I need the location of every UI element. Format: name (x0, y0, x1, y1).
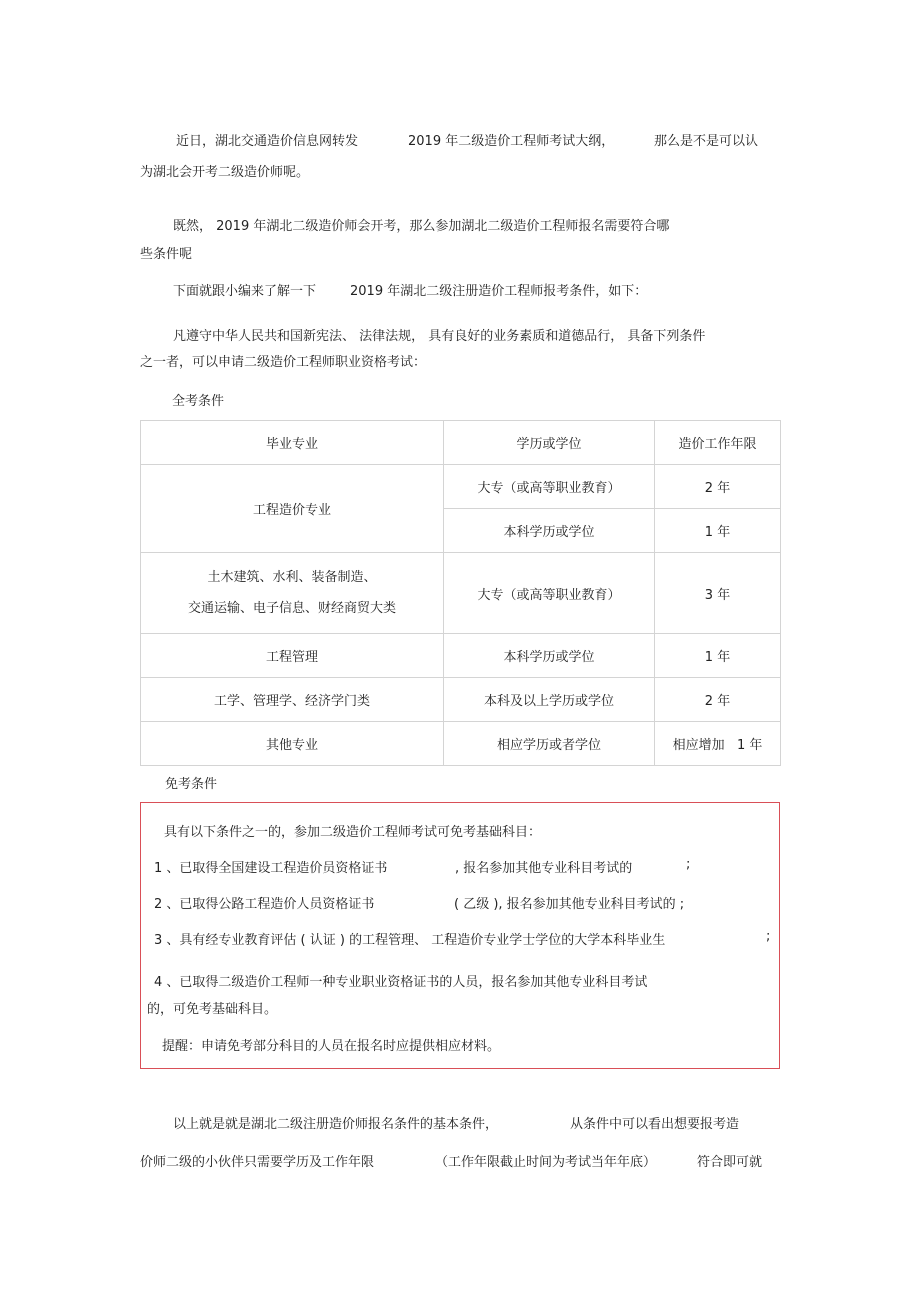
table-header-cell: 毕业专业 (141, 421, 444, 465)
exempt-item-4-line1: 4 、已取得二级造价工程师一种专业职业资格证书的人员，报名参加其他专业科目考试 (154, 975, 648, 990)
table-row (141, 553, 781, 634)
intro-p1-part-c: 那么是不是可以认 (654, 134, 759, 149)
table-cell-major-line1: 土木建筑、水利、装备制造、 (207, 569, 377, 585)
exempt-item-3-part-a: 3 、具有经专业教育评估 ( 认证 ) 的工程管理、 工程造价专业学士学位的大学本科毕业生 (154, 933, 666, 948)
table-cell-years: 2 年 (655, 465, 781, 509)
exempt-item-1-part-b: , 报名参加其他专业科目考试的 (455, 861, 633, 876)
exempt-note: 提醒：申请免考部分科目的人员在报名时应提供相应材料。 (162, 1039, 501, 1054)
table-header-row (141, 421, 781, 465)
table-cell-education: 大专（或高等职业教育） (444, 553, 655, 634)
table-cell-years: 2 年 (655, 678, 781, 722)
exempt-item-2-part-a: 2 、已取得公路工程造价人员资格证书 (154, 897, 375, 912)
table-cell-education: 本科及以上学历或学位 (444, 678, 655, 722)
intro-p1-part-b: 2019 年二级造价工程师考试大纲， (408, 134, 615, 149)
outro-part-a: 以上就是就是湖北二级注册造价师报名条件的基本条件， (173, 1117, 499, 1132)
full-exam-table (140, 420, 781, 766)
table-cell-years: 相应增加 1 年 (655, 722, 781, 766)
table-cell-major-line2: 交通运输、电子信息、财经商贸大类 (187, 600, 396, 616)
exempt-item-1-part-a: 1 、已取得全国建设工程造价员资格证书 (154, 861, 388, 876)
outro-part-b: 从条件中可以看出想要报考造 (570, 1117, 740, 1132)
exempt-item-4-line2: 的，可免考基础科目。 (147, 1002, 278, 1017)
table-row (141, 465, 781, 509)
table-cell-major: 工程造价专业 (141, 465, 444, 553)
table-row (141, 678, 781, 722)
table-cell-major: 工学、管理学、经济学门类 (141, 678, 444, 722)
table-cell-major (141, 553, 444, 634)
intro-p4-line1: 凡遵守中华人民共和国新宪法、 法律法规， 具有良好的业务素质和道德品行， 具备下列条件 (173, 329, 706, 344)
intro-p4-line2: 之一者，可以申请二级造价工程师职业资格考试： (140, 355, 427, 370)
exempt-box (140, 802, 780, 1069)
outro-part-d: （工作年限截止时间为考试当年年底） (435, 1155, 657, 1170)
table-row (141, 722, 781, 766)
exempt-lead: 具有以下条件之一的，参加二级造价工程师考试可免考基础科目： (164, 825, 542, 840)
table-cell-years: 3 年 (655, 553, 781, 634)
full-exam-title: 全考条件 (172, 394, 225, 409)
table-cell-major: 工程管理 (141, 634, 444, 678)
exempt-title: 免考条件 (165, 777, 218, 792)
table-row (141, 634, 781, 678)
table-header-cell: 学历或学位 (444, 421, 655, 465)
exempt-item-3-part-b: ; (766, 929, 771, 944)
table-cell-education: 相应学历或者学位 (444, 722, 655, 766)
table-cell-years: 1 年 (655, 509, 781, 553)
exempt-item-2-part-b: ( 乙级 ), 报名参加其他专业科目考试的 ; (454, 897, 685, 912)
table-cell-major: 其他专业 (141, 722, 444, 766)
table-cell-education: 本科学历或学位 (444, 509, 655, 553)
intro-p3-part-a: 下面就跟小编来了解一下 (173, 284, 317, 299)
table-cell-education: 本科学历或学位 (444, 634, 655, 678)
table-cell-years: 1 年 (655, 634, 781, 678)
intro-p2-line2: 些条件呢 (140, 247, 193, 262)
outro-part-c: 价师二级的小伙伴只需要学历及工作年限 (140, 1155, 375, 1170)
intro-p1-line2: 为湖北会开考二级造价师呢。 (140, 165, 310, 180)
outro-part-e: 符合即可就 (697, 1155, 763, 1170)
table-cell-education: 大专（或高等职业教育） (444, 465, 655, 509)
exempt-item-1-part-c: ; (686, 857, 691, 872)
intro-p3-part-b: 2019 年湖北二级注册造价工程师报考条件，如下： (350, 284, 648, 299)
intro-p1-part-a: 近日，湖北交通造价信息网转发 (176, 134, 359, 149)
table-header-cell: 造价工作年限 (655, 421, 781, 465)
intro-p2-line1: 既然， 2019 年湖北二级造价师会开考，那么参加湖北二级造价工程师报名需要符合哪 (173, 219, 670, 234)
